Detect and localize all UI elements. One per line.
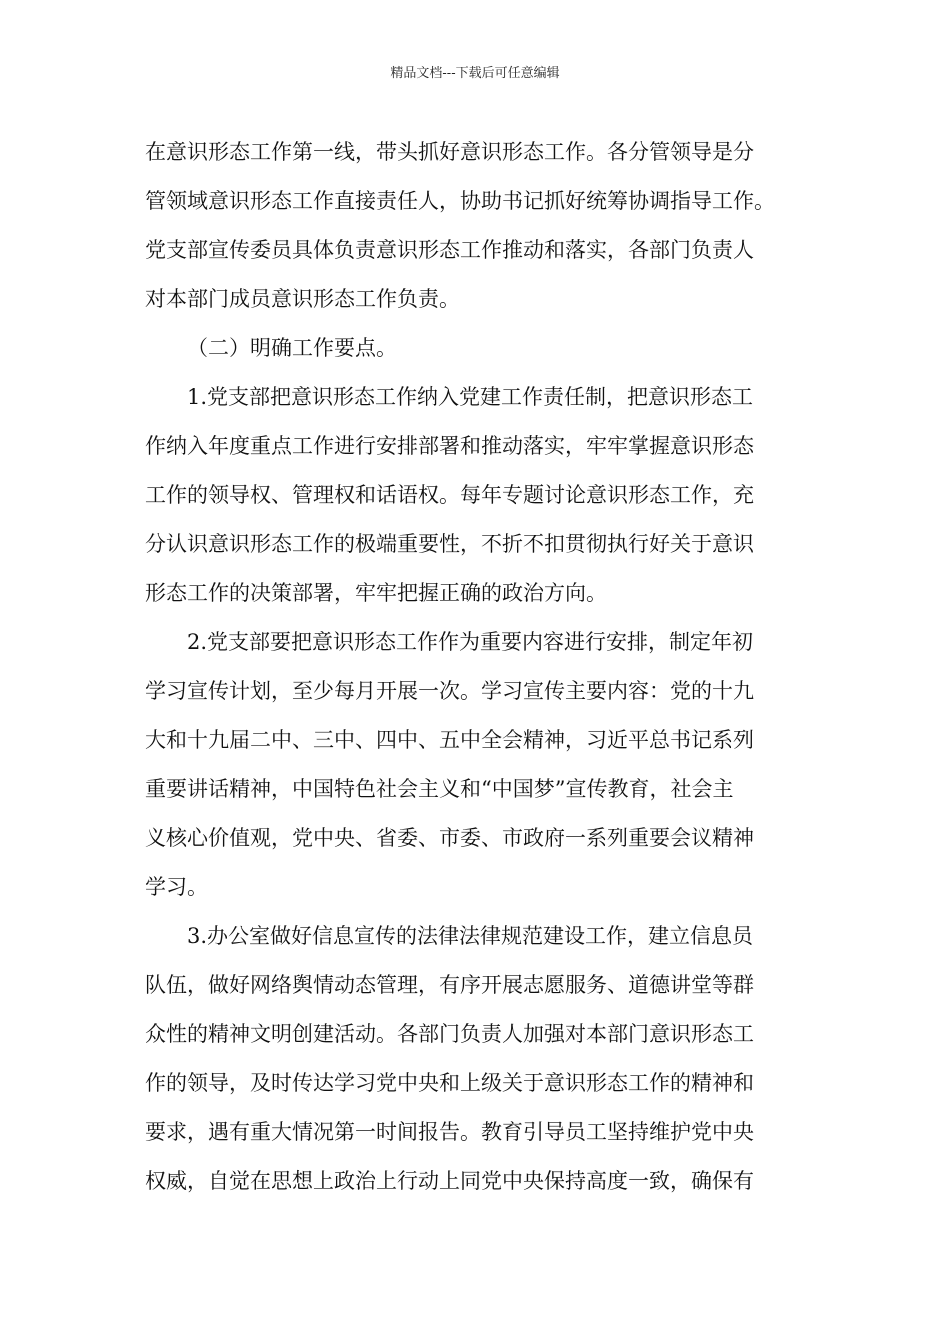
document-body <box>145 128 810 1206</box>
heading-line: （二）明确工作要点。 <box>187 336 397 360</box>
text-line: 学习。 <box>145 875 208 899</box>
text-line: 权威，自觉在思想上政治上行动上同党中央保持高度一致，确保有 <box>145 1169 754 1193</box>
text-line: 对本部门成员意识形态工作负责。 <box>145 287 460 311</box>
text-line: 众性的精神文明创建活动。各部门负责人加强对本部门意识形态工 <box>145 1022 754 1046</box>
paragraph-item-1 <box>145 373 810 618</box>
text-line: 在意识形态工作第一线，带头抓好意识形态工作。各分管领导是分 <box>145 140 754 164</box>
text-line: 大和十九届二中、三中、四中、五中全会精神，习近平总书记系列 <box>145 728 754 752</box>
text-line: 党支部宣传委员具体负责意识形态工作推动和落实，各部门负责人 <box>145 238 754 262</box>
text-line: 作的领导，及时传达学习党中央和上级关于意识形态工作的精神和 <box>145 1071 754 1095</box>
text-line: 作纳入年度重点工作进行安排部署和推动落实，牢牢掌握意识形态 <box>145 434 754 458</box>
paragraph-continuation <box>145 128 810 324</box>
text-line: 分认识意识形态工作的极端重要性，不折不扣贯彻执行好关于意识 <box>145 532 754 556</box>
page-header: 精品文档---下载后可任意编辑 <box>390 66 560 81</box>
text-line: 2.党支部要把意识形态工作作为重要内容进行安排，制定年初 <box>187 630 754 654</box>
text-line: 工作的领导权、管理权和话语权。每年专题讨论意识形态工作，充 <box>145 483 754 507</box>
text-line: 形态工作的决策部署，牢牢把握正确的政治方向。 <box>145 581 607 605</box>
text-line: 队伍，做好网络舆情动态管理，有序开展志愿服务、道德讲堂等群 <box>145 973 754 997</box>
text-line: 1.党支部把意识形态工作纳入党建工作责任制，把意识形态工 <box>187 385 754 409</box>
text-line: 管领域意识形态工作直接责任人，协助书记抓好统筹协调指导工作。 <box>145 189 775 213</box>
text-line: 重要讲话精神，中国特色社会主义和“中国梦”宣传教育，社会主 <box>145 777 734 801</box>
text-line: 学习宣传计划，至少每月开展一次。学习宣传主要内容：党的十九 <box>145 679 754 703</box>
text-line: 要求，遇有重大情况第一时间报告。教育引导员工坚持维护党中央 <box>145 1120 754 1144</box>
text-line: 3.办公室做好信息宣传的法律法律规范建设工作，建立信息员 <box>187 924 754 948</box>
text-line: 义核心价值观，党中央、省委、市委、市政府一系列重要会议精神 <box>145 826 754 850</box>
paragraph-item-2 <box>145 618 810 912</box>
section-heading <box>145 324 810 373</box>
paragraph-item-3 <box>145 912 810 1206</box>
